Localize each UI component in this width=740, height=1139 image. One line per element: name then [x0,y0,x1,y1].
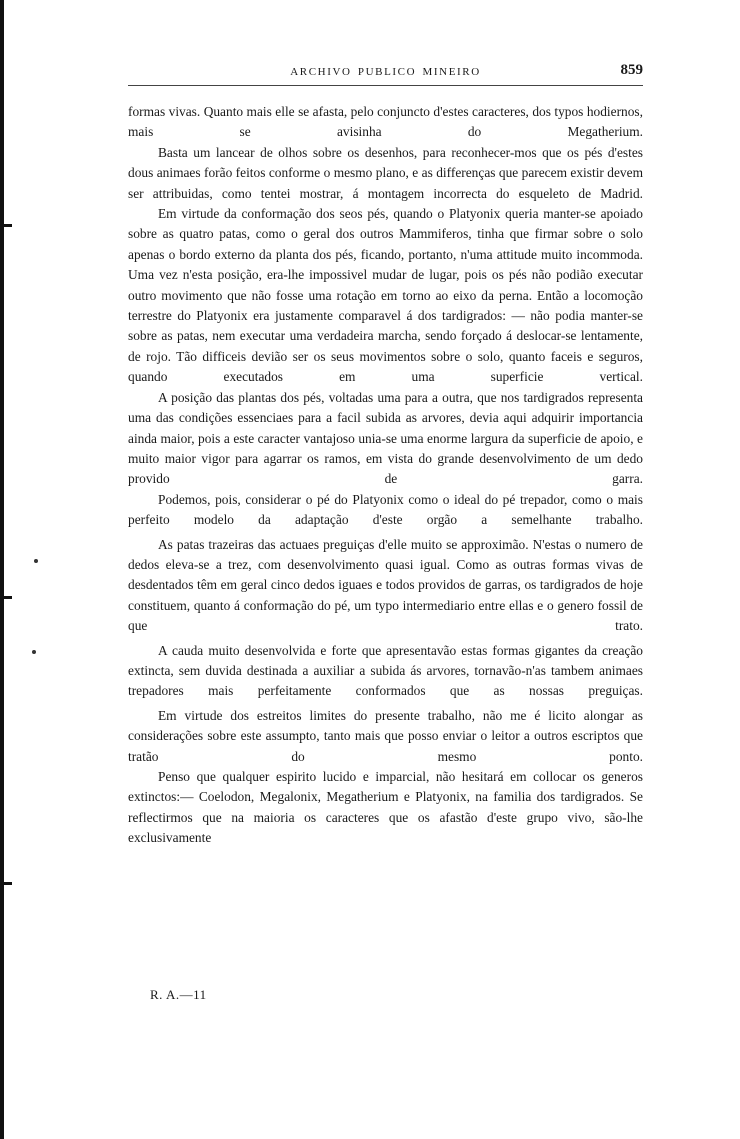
page-edge-tick [0,882,12,885]
paragraph: Penso que qualquer espirito lucido e imparcial, não hesitará em collocar os generos extinctos:— Coelodon, Megalonix, Megatherium e Platyonix, na familia dos tardigrados. Se reflectirmos que na maioria os caracteres que os afastão d'este grupo vivo, são-lhe exclusivamente [128,769,643,846]
running-header [128,62,643,84]
paragraph: Podemos, pois, considerar o pé do Platyonix como o ideal do pé trepador, como o mais perfeito modelo da adaptação d'este orgão a semelhante trabalho. [128,491,643,528]
paragraph: A posição das plantas dos pés, voltadas uma para a outra, que nos tardigrados representa uma das condições essenciaes para a facil subida as arvores, devia aqui adquirir importancia ainda maior, pois a este caracter vantajoso unia-se uma enorme largura da superficie de apoio, e muito maior vigor para agarrar os ramos, em vista do grande desenvolvimento de um dedo provido de garra. [128,389,643,487]
paragraph: A cauda muito desenvolvida e forte que apresentavão estas formas gigantes da creação extincta, sem duvida destinada a auxiliar a subida ás arvores, tornavão-n'as tambem animaes trepadores mais perfeitamente conformados que as nossas preguiças. [128,642,643,699]
paragraph: formas vivas. Quanto mais elle se afasta, pelo conjuncto d'estes caracteres, dos typos hodiernos, mais se avisinha do Megatherium. [128,104,643,140]
page-edge-rule [0,0,4,1139]
body-text [128,102,643,849]
paragraph: Basta um lancear de olhos sobre os desenhos, para reconhecer-mos que os pés d'estes dous animaes forão feitos conforme o mesmo plano, e as differenças que parecem existir devem ser attribuidas, como tentei mostrar, á montagem incorrecta do esqueleto de Madrid. [128,144,643,201]
running-title: ARCHIVO PUBLICO MINEIRO [290,66,481,78]
paragraph: Em virtude da conformação dos seos pés, quando o Platyonix queria manter-se apoiado sobre as quatro patas, como o geral dos outros Mammiferos, tinha que firmar sobre o solo apenas o bordo externo da planta dos pés, ficando, portanto, n'uma attitude muito incommoda. Uma vez n'esta posição, era-lhe impossivel mudar de lugar, pois os pés não podião executar outro movimento que não fosse uma rotação em torno ao eixo da perna. Então a locomoção terrestre do Platyonix era justamente comparavel á dos tardigrados: — não podia manter-se sobre as patas, nem executar uma verdadeira marcha, sendo forçado á deslocar-se lentamente, de rojo. Tão difficeis devião ser os seus movimentos sobre o solo, quanto faceis e seguros, quando executados em uma superficie vertical. [128,206,643,385]
page-edge-tick [0,596,12,599]
signature-mark: R. A.—11 [150,987,207,1002]
page-edge-tick [0,224,12,227]
margin-speck [34,559,38,563]
header-rule [128,85,643,86]
paragraph: As patas trazeiras das actuaes preguiças d'elle muito se approximão. N'estas o numero de dedos eleva-se a trez, com desenvolvimento quasi igual. Como as outras formas vivas de desdentados têm em geral cinco dedos iguaes e todos providos de garras, os tardigrados de hoje constituem, quanto á conformação do pé, um typo intermediario entre ellas e o genero fossil de que trato. [128,536,643,634]
paragraph: Em virtude dos estreitos limites do presente trabalho, não me é licito alongar as considerações sobre este assumpto, tanto mais que posso enviar o leitor a outros escriptos que tratão do mesmo ponto. [128,707,643,764]
page-number: 859 [620,62,643,78]
margin-speck [32,650,36,654]
